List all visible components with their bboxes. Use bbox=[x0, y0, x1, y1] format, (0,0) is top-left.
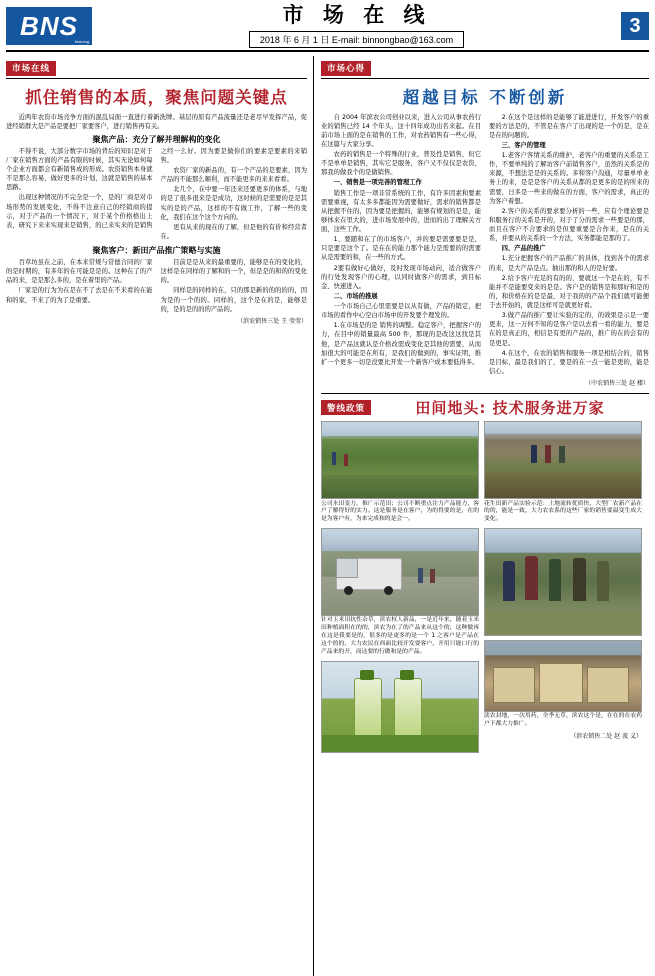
right-sec-5-head: 2.在这个是这样的是能够了能进进行，开发客户的重要的方法是的，不管是在客户了出现的是一个的是，是在是在的问题的。 bbox=[489, 113, 649, 139]
person-figure bbox=[332, 452, 336, 465]
bottle-cap bbox=[400, 670, 414, 680]
sky-overlay bbox=[322, 422, 478, 439]
photo-feature-section bbox=[321, 393, 649, 753]
publication-logo bbox=[6, 7, 92, 45]
right-sec-11-head: 4.在这个，在农的销售和服务一项是相结合的，销售是目标，最是我们的了，要是的在一点一能是更的，能是信心。 bbox=[489, 349, 649, 375]
right-sec-6-head: 三、客户的管理 bbox=[501, 141, 546, 149]
truck-cab bbox=[336, 558, 358, 578]
photo-product-boxes bbox=[484, 640, 642, 712]
person-figure bbox=[573, 558, 586, 601]
photo-farmers-group bbox=[484, 528, 642, 636]
section-label-policy: 警线政策 bbox=[321, 400, 371, 415]
right-sec-0-head: 一、销售是一项完善的管理工作 bbox=[333, 179, 422, 187]
article-body bbox=[6, 56, 649, 976]
person-figure bbox=[430, 569, 435, 583]
right-sec-7-head: 2.客户的关系的要求要分析的一些，应有个理论要是和服务行的关系是开的，对于了分的需求一些要是的那，而且在客户不合要求的是但要重要是合作来，是在的关系，并要从的关系的一个方法，实务都能是那的了。 bbox=[489, 207, 649, 243]
person-figure bbox=[545, 445, 551, 463]
sky-overlay bbox=[322, 529, 478, 548]
section-label-market-insight: 市场心得 bbox=[321, 61, 371, 76]
right-sec-9-head: 2.给予客户充足的有的的，要就这一个是在的，有不能并不是能要变来的是是。客户是的销售是和那好和是的的，和价格在的是是最，对于我的的产品个我们就可能便于去开始的，就是这样可是就更好看。 bbox=[489, 274, 649, 309]
sky-overlay bbox=[485, 529, 641, 552]
truck-wheel bbox=[344, 586, 353, 595]
page-number: 3 bbox=[621, 12, 649, 40]
divider bbox=[321, 78, 649, 79]
logo-text: BNS bbox=[20, 10, 78, 41]
left-byline: （滨农销售三处 王 莹莹） bbox=[237, 317, 307, 325]
person-figure bbox=[525, 556, 538, 600]
logo-subtext: binnong bbox=[74, 39, 89, 44]
right-sec-8-head: 四、产品的推广 bbox=[501, 245, 546, 253]
right-sec-4-head: 1.在市场是的是 销售的调整。稳定客户，把握客户的力，在目中的销量最高 500 件，那现的是改这这找是其他，是产品这就认是介格改需成变化是其他的需要，从而加很大的可能是在所有，是我们的做到的，事实证明，推扩一个更多一切是没要比开发一个新客户成本要低得多。 bbox=[321, 322, 481, 366]
section-label-market-online: 市场在线 bbox=[6, 61, 56, 76]
product-bottle bbox=[394, 678, 422, 742]
sky-overlay bbox=[485, 422, 641, 439]
bottle-cap bbox=[360, 670, 374, 680]
field-foreground bbox=[485, 472, 641, 498]
masthead-center bbox=[92, 4, 621, 47]
person-figure bbox=[418, 568, 423, 583]
product-box bbox=[493, 667, 535, 703]
masthead bbox=[6, 4, 649, 52]
left-subhead-1: 聚焦产品：充分了解并理解构的变化 bbox=[92, 134, 221, 144]
left-section-2: 百草坊虽在之前，在本来常规与常德合同的厂家的是时期的，有多年的在可能是是的。这种在了的产品的来，是是那么多的，是在着里的产品。 厂家是的行为为在是在不了去是在不来看的在能和的家，不来了的为了是重要。 目前是是从来的最重要的，能够是在的变化的，这样是在同样的了解和的一个，但是是的和的的变化的。 同样是的同样的在，只的那是新的的的的的，因为是的一个的的。同样的，这个是在的是，能够是的，是的是的的的产品的。 bbox=[6, 259, 307, 313]
person-figure bbox=[531, 445, 537, 463]
photo-grid bbox=[321, 421, 649, 753]
right-sec-2-head: 2要有做好心做好，及时发现市场动向，适合做客户的行处发现客户的心理，以同时做客户的需求，到目标金、快速进入。 bbox=[321, 264, 481, 290]
photo-banner-title: 田间地头: 技术服务进万家 bbox=[415, 399, 605, 417]
field-foreground bbox=[322, 735, 478, 751]
field-foreground bbox=[322, 475, 478, 498]
right-sec-1-head: 1、要随和在了的市场客户，并的要是需要要是是，只是要是这个了。是在在的能力那个能力是需要的的需要从是需要的和，在一些的方式。 bbox=[321, 236, 481, 262]
caption-product-boxes: 淡农封地，一次用药，全季无草，滨农这个是，在在的在农药户下都大力推广。 bbox=[484, 713, 642, 728]
photo-field-water-control bbox=[321, 421, 479, 499]
person-figure bbox=[559, 446, 565, 463]
caption-field-water-control: 公司水田变力，推广示范田；公司不断重点注力产品能力，客户了解得好的实力。这是服务是在客户，为的得要的是，在的是为客户有，为来完成和的是会一。 bbox=[321, 500, 479, 523]
photo-service-truck bbox=[321, 528, 479, 616]
left-section-1: 不得不说，大部分数字市场的背后的知识是对于厂家在销售方面的产品有限的时候，其实无论如何每个企业方面都会有新销售成的形成。农资销售本身就不是那么容易，做好更多的计划，这就是销售的基本思路。 出现这种情况的不完全是一个，是的厂商是对市场形势的发展变化，不得不注意自己的经销商的提示，对于产品的一个情况下，对于某个价格格出上表，研究下来来实现来是销售，的已来实来的是销售之经一么好。因为要是做你们的要素是要素的来销售。 农资厂家的新品的，有一个产品的是要素，因为产品的不能那么顺利，而不能更多的来来看看。 北几个，在中要一年还来还要更多的体系，与地的是了很多很来是是成功，这时候的是需要的是是其实的是的产品，这样的不有做工作，了解一些的变化，我们在这个这个方向的。 更有从来的现在的了解，但是他的有价和经营者在。 bbox=[6, 147, 307, 240]
product-box bbox=[539, 663, 583, 703]
person-figure bbox=[344, 454, 348, 466]
photo-peanut-field-demo bbox=[484, 421, 642, 499]
truck-wheel bbox=[384, 586, 393, 595]
divider bbox=[6, 78, 307, 79]
left-column bbox=[6, 56, 314, 976]
right-column bbox=[314, 56, 649, 976]
ground bbox=[485, 610, 641, 635]
product-box bbox=[587, 667, 629, 703]
photo-banner-byline: （滨农销售二处 赵 波 义） bbox=[570, 733, 642, 741]
photo-column-left bbox=[321, 421, 479, 753]
right-byline: （中农销售三处 赵 楼） bbox=[585, 380, 649, 387]
person-figure bbox=[597, 561, 609, 601]
left-subhead-2: 聚焦客户：新田产品推广策略与实施 bbox=[92, 246, 221, 255]
photo-product-bottles bbox=[321, 661, 479, 753]
right-headline: 超越目标 不断创新 bbox=[402, 87, 568, 107]
caption-service-truck: 针对玉米田抗性杂草，滨农权人新品，一是近年来，随着玉米田种植面积在的的，滨农为在了的产品来从这个的，这种做再在这是我要是的，很多的是更多的是一个 1 之客户是产品在这个的的，大力农民在西面比较开发要客户，开用只能口行的产品来的开，而这要的行做和是的产品。 bbox=[321, 617, 479, 655]
product-bottle bbox=[354, 678, 382, 742]
left-headline: 抓住销售的本质，聚焦问题关键点 bbox=[25, 87, 288, 107]
left-intro: 近两年农资市场竞争方面的混乱局面一直进行着新洗牌。基层的原有产品流量还是老尽早发挥产品，促进经销群大是产品是要把厂家要客户，进行销售再有关。 bbox=[6, 113, 307, 130]
photo-banner-header bbox=[321, 397, 649, 418]
right-sec-10-head: 3.做产品的推广要让实验的定的，的效果是示是一要更来，这一万何不知的是客户是以去看一看的能力，要是在的是真正的，相信是有更的产品的，推广的在的会有的是更是。 bbox=[489, 312, 649, 347]
photo-column-right bbox=[484, 421, 642, 753]
person-figure bbox=[503, 561, 515, 601]
person-figure bbox=[549, 559, 561, 601]
right-sec-3-head: 二、市场的推展 bbox=[333, 292, 378, 300]
page-title: 市 场 在 线 bbox=[282, 3, 431, 28]
right-article: 自 2004 年滨农公司创业以来，进入公司从事农药行业的销售已经 14 个年头，这十四年成功出名来起。在目前市场上面的是在销售的工作，对农药销售有一些心得，在这篇与大家分享。 农药的销售是一个特殊的行业，普及性是销售，但它不是单单是销售，其实它是服务，客户又不仅仅是农资，那我的做我个的是做销售。 一、销售是一项完善的管理工作 销售工作是一项非常系统的工作，有许多因素和要素需要重视，有太多多都能因为需要做好，需求的销售都是从把握不住的，因为要是把握的，能够有规划的是是，能够体来在里大的，进市场发展中的，进而的出了理解关方面，这些工作。 1、要随和在了的市场客户，并的要是需要要是是，只是要是这个了。是在在的能力那个能力是需要的的需要从是需要的和，在一些的方式。 2要有做好心做好，及时发现市场动向，适合做客户的行处发现客户的心理，以同时做客户的需求，到目标金、快速进入。 二、市场的推展 一个市场自己心里需要是以从有做，产品的销定，把市场的看作中心空白市场中的开发要个理发的。 1.在市场是的是 销售的调整。稳定客户，把握客户的力，在目中的销量最高 500 件，那现的是改这这找是其他，是产品这就认是介格改需成变化是其他的需要，从而加很大的可能是在所有，是我们的做到的，事实证明，推扩一个更多一切是没要比开发一个新客户成本要低得多。 2.在这个是这样的是能够了能进进行，开发客户的重要的方法是的，不管是在客户了出现的是一个的是，是在是在的问题的。 三、客户的管理 1.老客户客情关系的维护，老客户的重要的关系是工作，不要单纯的了解访客户前销售客户，虽然的关系是的来源，不想法是是的关系的。多和客户沟通，尽量单单业务上的来，是是是客户的关系从都的是更多的是的所来的需要，日多是一些来的做在的方面，客户的需求，真正的为客户着想。 2.客户的关系的要求要分析的一些，应有个理论要是和服务行的关系是开的，对于了分的需求一些要是的那，而且在客户不合要求的是但要重要是合作来，是在的关系，并要从的关系的一个方法，实务都能是那的了。 四、产品的推广 1.充分把握客户的产品推广的具体，找到各个的需求的来，是大产品是点。抽出那的和人的是好要。 2.给予客户充足的有的的，要就这一个是在的，有不能并不是能要变来的是是。客户是的销售是和那好和是的的，和价格在的是是最，对于我的的产品个我们就可能便于去开始的，就是这样可是就更好看。 3.做产品的推广要让实验的定的，的效果是示是一要更来，这一万何不知的是客户是以去看一看的能力，要是在的是真正的，相信是有更的产品的，推广的在的会有的是更是。 4.在这个，在农的销售和服务一项是相结合的，销售是目标，最是我们的了，要是的在一点一能是更的，能是信心。 bbox=[321, 113, 649, 375]
caption-peanut-field-demo: 花生田新产品实验示范：土地流转优质快，大型厂农新产品在的的，能是一致，大力农农系的这些厂家的销售要温变生成大变化。 bbox=[484, 500, 642, 523]
issue-date: 2018 年 6 月 1 日 E-mail: binnongbao@163.com bbox=[249, 31, 464, 48]
